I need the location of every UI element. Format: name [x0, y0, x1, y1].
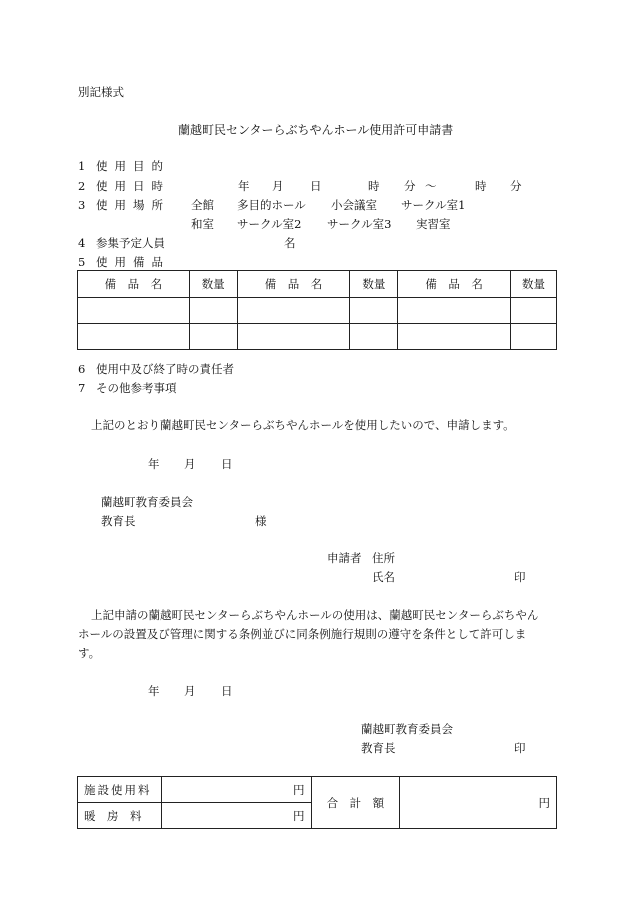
addressee-suffix: 様 [255, 514, 267, 528]
column-header: 数量 [511, 271, 557, 298]
item-number: 2 [78, 179, 86, 193]
permission-date-month: 月 [184, 684, 196, 698]
table-row [78, 324, 557, 350]
quantity-cell[interactable] [511, 298, 557, 324]
item-attendance [78, 238, 165, 250]
addressee-organization: 蘭越町教育委員会 [101, 495, 193, 509]
column-header: 備 品 名 [398, 271, 511, 298]
table-header-row [78, 271, 557, 298]
quantity-cell[interactable] [350, 298, 398, 324]
application-date-year: 年 [148, 457, 160, 471]
item-equipment [78, 257, 170, 269]
applicant-label: 申請者 [327, 551, 362, 565]
item-label: 使用場所 [96, 198, 170, 212]
fee-table [77, 776, 557, 829]
equipment-name-cell[interactable] [78, 298, 190, 324]
item-label: 参集予定人員 [96, 236, 165, 250]
room-option[interactable]: 和室 [191, 217, 214, 231]
item-label: 使用中及び終了時の責任者 [96, 362, 234, 376]
total-amount-cell[interactable] [400, 777, 557, 829]
permission-statement-line: ホールの設置及び管理に関する条例並びに同条例施行規則の遵守を条件として許可しま [78, 627, 527, 641]
column-header: 数量 [350, 271, 398, 298]
currency-unit: 円 [538, 795, 550, 810]
issuer-title: 教育長 [361, 741, 396, 755]
item-label: その他参考事項 [96, 381, 177, 395]
permission-date-day: 日 [221, 684, 233, 698]
permission-date-year: 年 [148, 684, 160, 698]
applicant-name-label: 氏名 [372, 570, 395, 584]
datetime-hour-start: 時 [368, 179, 380, 193]
room-option[interactable]: サークル室2 [237, 217, 302, 231]
item-responsible-person [78, 364, 234, 376]
equipment-name-cell[interactable] [237, 324, 350, 350]
attachment-label: 別記様式 [78, 85, 124, 99]
equipment-name-cell[interactable] [398, 298, 511, 324]
item-number: 7 [78, 381, 86, 395]
column-header: 備 品 名 [78, 271, 190, 298]
applicant-address-label: 住所 [372, 551, 395, 565]
quantity-cell[interactable] [350, 324, 398, 350]
item-other-notes [78, 383, 177, 395]
facility-fee-label: 施設使用料 [78, 777, 162, 803]
total-label: 合 計 額 [311, 777, 400, 829]
quantity-cell[interactable] [189, 324, 237, 350]
issuer-seal-mark: 印 [514, 741, 526, 755]
facility-fee-cell[interactable] [161, 777, 311, 803]
item-number: 4 [78, 236, 86, 250]
currency-unit: 円 [293, 808, 305, 823]
room-option[interactable]: 多目的ホール [237, 198, 306, 212]
room-option[interactable]: 実習室 [416, 217, 451, 231]
datetime-minute-start: 分 [404, 179, 416, 193]
equipment-name-cell[interactable] [237, 298, 350, 324]
equipment-name-cell[interactable] [398, 324, 511, 350]
room-option[interactable]: 小会議室 [331, 198, 377, 212]
column-header: 備 品 名 [237, 271, 350, 298]
attendance-unit: 名 [284, 236, 296, 250]
quantity-cell[interactable] [511, 324, 557, 350]
datetime-day: 日 [310, 179, 322, 193]
item-number: 3 [78, 198, 86, 212]
item-label: 使用目的 [96, 159, 170, 173]
room-option[interactable]: 全館 [191, 198, 214, 212]
datetime-hour-end: 時 [475, 179, 487, 193]
item-location [78, 200, 170, 212]
equipment-name-cell[interactable] [78, 324, 190, 350]
item-datetime [78, 181, 170, 193]
application-statement: 上記のとおり蘭越町民センターらぶちやんホールを使用したいので、申請します。 [91, 418, 515, 432]
item-purpose [78, 161, 170, 173]
application-date-day: 日 [221, 457, 233, 471]
table-row [78, 777, 557, 803]
column-header: 数量 [189, 271, 237, 298]
datetime-month: 月 [272, 179, 284, 193]
item-label: 使用日時 [96, 179, 170, 193]
heating-fee-label: 暖 房 料 [78, 803, 162, 829]
issuer-organization: 蘭越町教育委員会 [361, 722, 453, 736]
permission-statement-line: す。 [78, 646, 101, 660]
form-title: 蘭越町民センターらぶちやんホール使用許可申請書 [178, 123, 454, 137]
item-label: 使用備品 [96, 255, 170, 269]
heating-fee-cell[interactable] [161, 803, 311, 829]
table-row [78, 298, 557, 324]
addressee-title: 教育長 [101, 514, 136, 528]
datetime-tilde: ～ [425, 179, 437, 193]
permission-statement-line: 上記申請の蘭越町民センターらぶちやんホールの使用は、蘭越町民センターらぶちやん [91, 608, 539, 622]
item-number: 6 [78, 362, 86, 376]
application-date-month: 月 [184, 457, 196, 471]
datetime-minute-end: 分 [510, 179, 522, 193]
currency-unit: 円 [293, 782, 305, 797]
datetime-year: 年 [238, 179, 250, 193]
item-number: 1 [78, 159, 86, 173]
equipment-table [77, 270, 557, 350]
quantity-cell[interactable] [189, 298, 237, 324]
room-option[interactable]: サークル室1 [401, 198, 466, 212]
room-option[interactable]: サークル室3 [327, 217, 392, 231]
item-number: 5 [78, 255, 86, 269]
applicant-seal-mark: 印 [514, 570, 526, 584]
